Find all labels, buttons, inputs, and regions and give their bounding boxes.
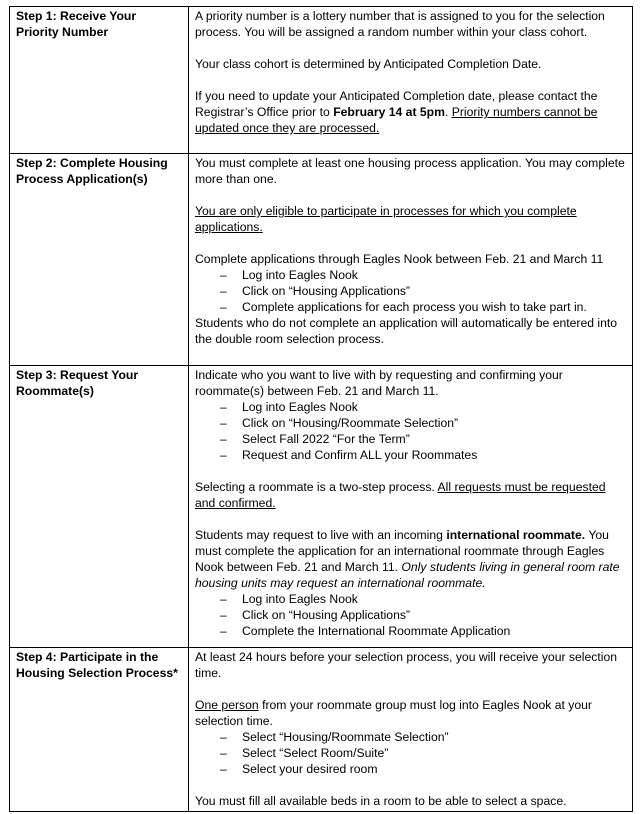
list-item: – Complete the International Roommate Application [195,623,626,639]
step-3-eligibility-note: Only students living in general room rate housing units may request an international roommate. [195,560,620,590]
list-item: – Select your desired room [195,761,626,777]
step-row-1 [10,7,633,154]
list-item: – Select “Select Room/Suite” [195,745,626,761]
step-3-title: Step 3: Request Your Roommate(s) [10,366,189,648]
step-4-text: from your roommate group must log into Eagles Nook at your selection time. [195,698,592,728]
list-item: – Log into Eagles Nook [195,267,626,283]
step-4-one-person: One person [195,698,259,712]
list-item: – Click on “Housing/Roommate Selection” [195,415,626,431]
step-3-list-2 [195,591,626,639]
step-1-deadline: February 14 at 5pm [333,105,445,119]
step-4-paragraph-3: You must fill all available beds in a room to be able to select a space. [195,794,567,808]
step-3-text-c: You must complete the application for an international roommate through Eagles Nook between Feb. 21 and March 11. [195,528,609,574]
step-1-warning: Priority numbers cannot be updated once they are processed. [195,105,598,135]
step-row-3 [10,366,633,648]
list-item: – Select “Housing/Roommate Selection” [195,729,626,745]
step-1-title: Step 1: Receive Your Priority Number [10,7,189,154]
step-3-paragraph-3 [195,527,626,591]
step-4-paragraph-2 [195,697,626,729]
housing-steps-table [9,6,633,812]
step-2-title: Step 2: Complete Housing Process Application(s) [10,154,189,366]
step-row-4 [10,648,633,812]
step-3-text-a: Students may request to live with an incoming [195,528,447,542]
step-2-paragraph-1: You must complete at least one housing process application. You may complete more than one. [195,156,625,186]
list-item: – Request and Confirm ALL your Roommates [195,447,626,463]
list-item: – Click on “Housing Applications” [195,607,626,623]
list-item: – Complete applications for each process you wish to take part in. [195,299,626,315]
step-4-list [195,729,626,777]
step-3-text: Selecting a roommate is a two-step process. [195,480,438,494]
step-4-paragraph-1: At least 24 hours before your selection process, you will receive your selection time. [195,650,618,680]
step-1-paragraph-1: A priority number is a lottery number that is assigned to you for the selection process. You will be assigned a random number within your class cohort. [195,9,605,39]
step-2-paragraph-4: Students who do not complete an application will automatically be entered into the double room selection process. [195,316,618,346]
list-item: – Click on “Housing Applications” [195,283,626,299]
list-item: – Select Fall 2022 “For the Term” [195,431,626,447]
step-3-requirement: All requests must be requested and confirmed. [195,480,606,510]
step-row-2 [10,154,633,366]
step-3-list-1 [195,399,626,463]
step-1-paragraph-3 [195,88,626,136]
list-item: – Log into Eagles Nook [195,399,626,415]
list-item: – Log into Eagles Nook [195,591,626,607]
step-4-content [189,648,633,812]
step-1-content [189,7,633,154]
step-3-paragraph-2 [195,479,626,511]
step-2-paragraph-3: Complete applications through Eagles Nook between Feb. 21 and March 11 [195,252,604,266]
step-2-list [195,267,626,315]
step-3-paragraph-1: Indicate who you want to live with by requesting and confirming your roommate(s) between Feb. 21 and March 11. [195,368,563,398]
step-3-international-roommate: international roommate. [446,528,586,542]
step-1-text-separator: . [444,105,452,119]
step-1-paragraph-2: Your class cohort is determined by Anticipated Completion Date. [195,57,542,71]
step-2-eligibility-note: You are only eligible to participate in processes for which you complete applications. [195,204,577,234]
step-3-content [189,366,633,648]
step-4-title: Step 4: Participate in the Housing Selection Process* [10,648,189,812]
step-2-content [189,154,633,366]
step-1-text: If you need to update your Anticipated Completion date, please contact the Registrar’s Office prior to [195,89,598,119]
